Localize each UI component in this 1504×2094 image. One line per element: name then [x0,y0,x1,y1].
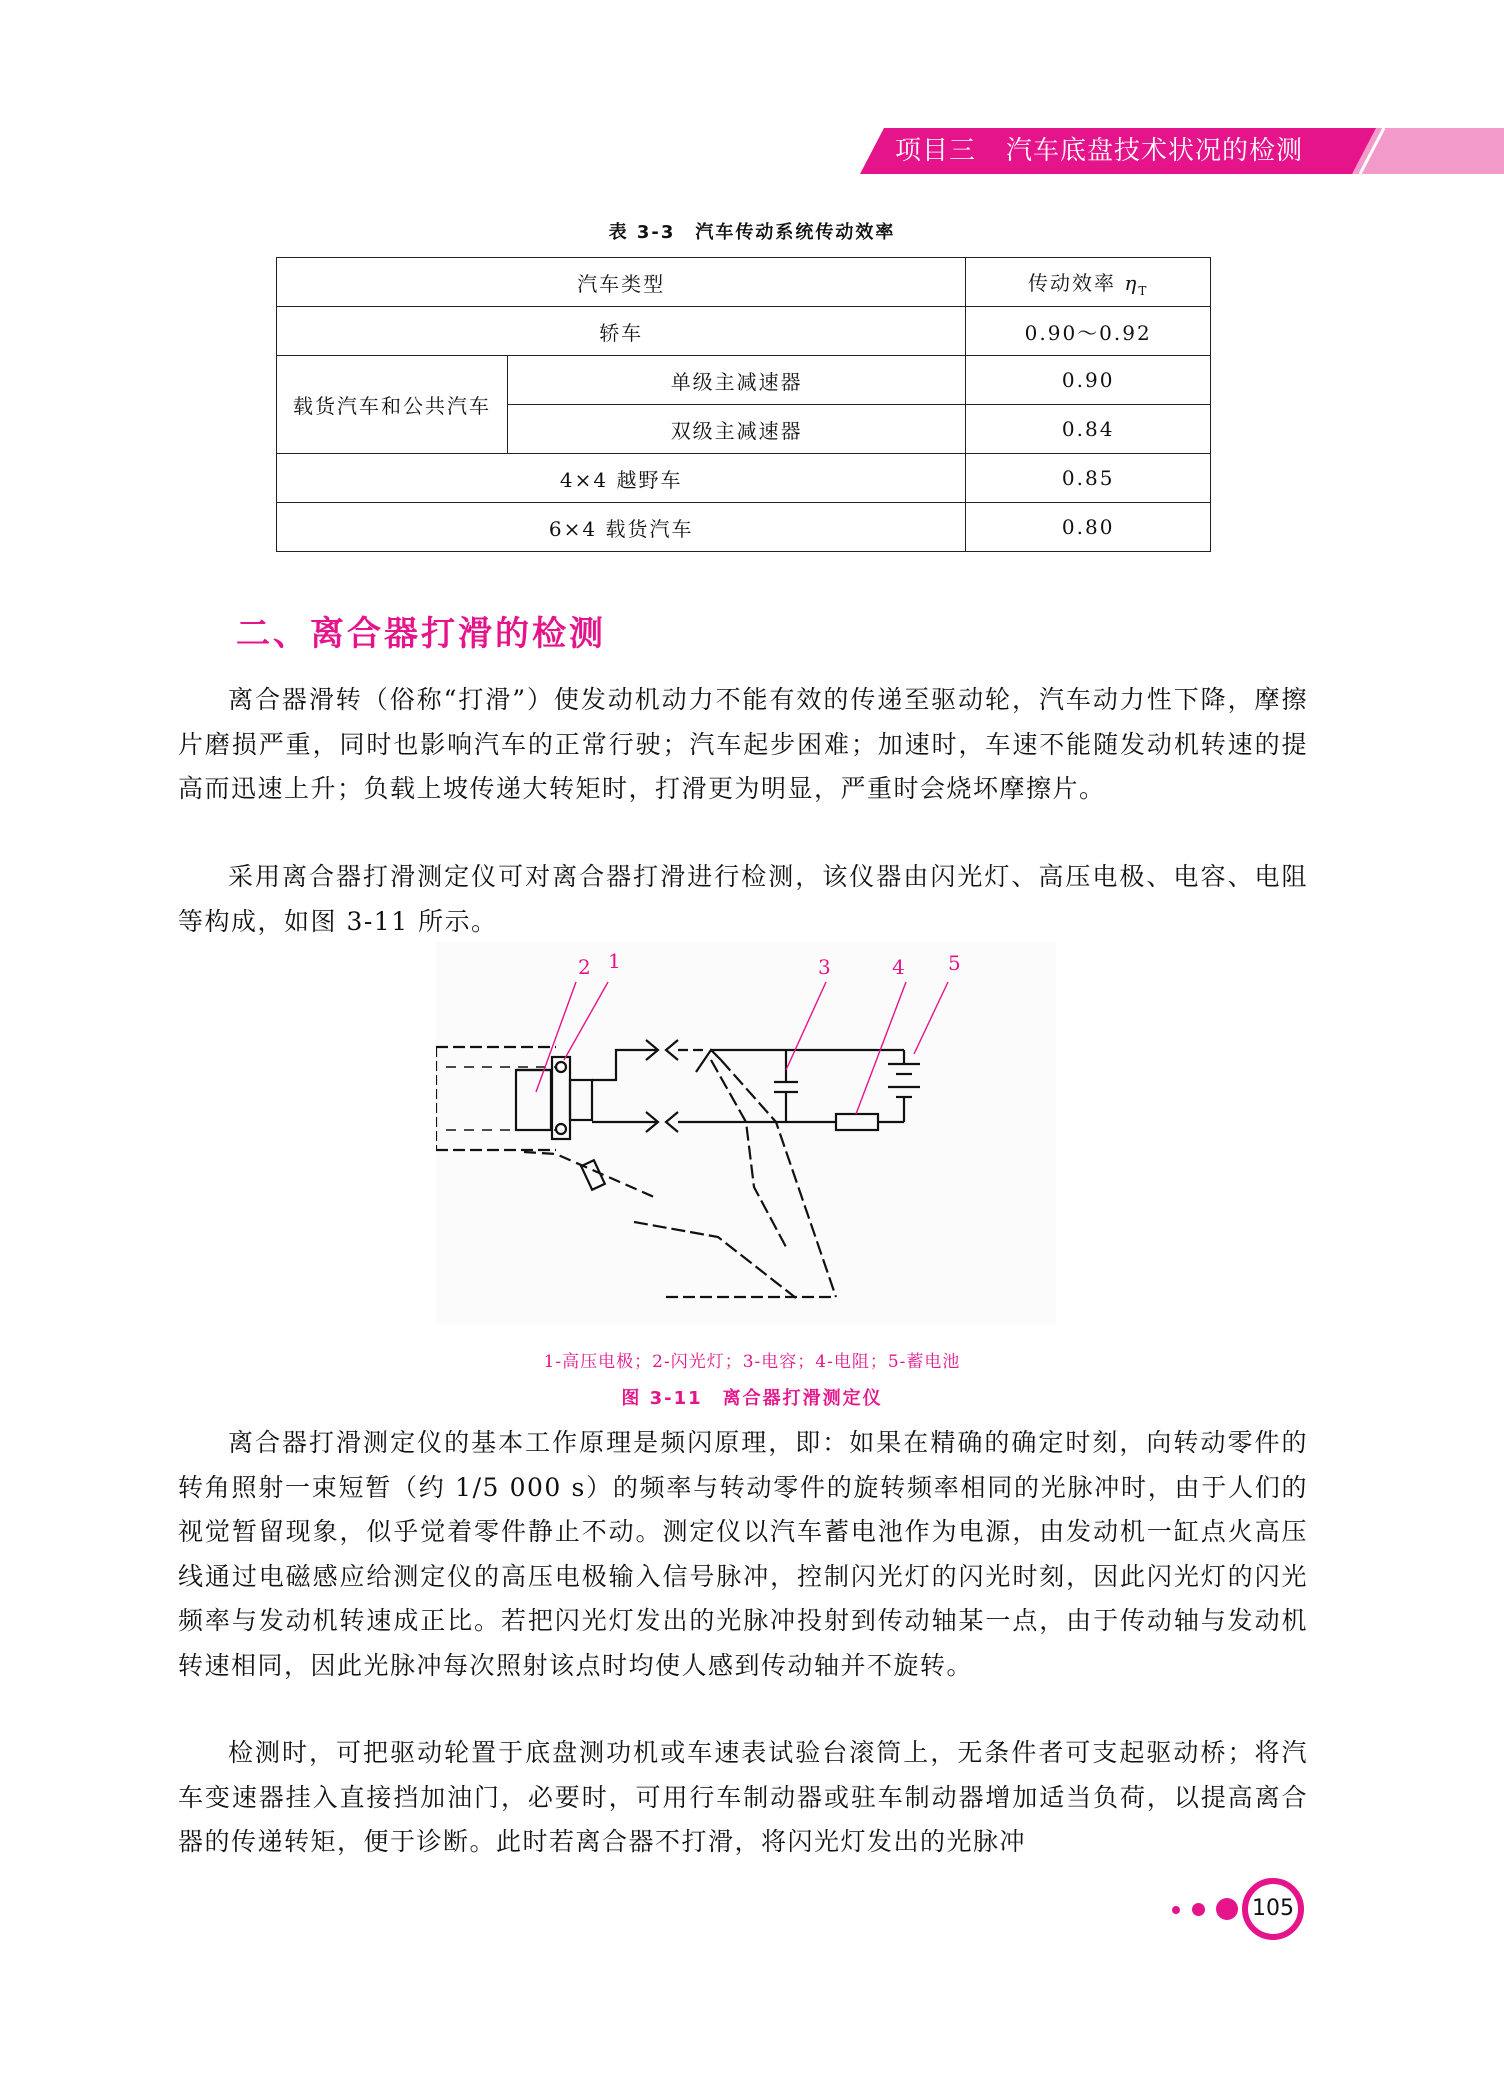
table-row [277,503,1211,552]
table-row [277,454,1211,503]
chapter-section: 项目三 [895,136,977,166]
table-cell: 双级主减速器 [508,405,966,454]
table-cell: 0.80 [966,503,1211,552]
body-paragraph: 离合器打滑测定仪的基本工作原理是频闪原理，即：如果在精确的确定时刻，向转动零件的转角照射一束短暂（约 1/5 000 s）的频率与转动零件的旋转频率相同的光脉冲时，由于人们的视觉暂留现象，似乎觉着零件静止不动。测定仪以汽车蓄电池作为电源，由发动机一缸点火高压线通过电磁感应给测定仪的高压电极输入信号脉冲，控制闪光灯的闪光时刻，因此闪光灯的闪光频率与发动机转速成正比。若把闪光灯发出的光脉冲投射到传动轴某一点，由于传动轴与发动机转速相同，因此光脉冲每次照射该点时均使人感到传动轴并不旋转。 [178,1428,1308,1680]
table-cell: 6×4 载货汽车 [277,503,966,552]
table-cell: 4×4 越野车 [277,454,966,503]
section-heading: 二、离合器打滑的检测 [236,614,606,654]
decor-dot-icon [1216,1898,1238,1920]
table-caption: 表 3-3 汽车传动系统传动效率 [608,222,896,243]
figure-label: 4 [892,955,905,979]
table-cell: 轿车 [277,307,966,356]
table-cell: 0.85 [966,454,1211,503]
figure-caption: 图 3-11 离合器打滑测定仪 [621,1388,883,1409]
body-paragraph: 离合器滑转（俗称“打滑”）使发动机动力不能有效的传递至驱动轮，汽车动力性下降，摩擦片磨损严重，同时也影响汽车的正常行驶；汽车起步困难；加速时，车速不能随发动机转速的提高而迅速上升；负载上坡传递大转矩时，打滑更为明显，严重时会烧坏摩擦片。 [178,685,1308,803]
chapter-header [895,133,1303,169]
decor-dot-icon [1192,1903,1205,1916]
table-row [277,356,1211,405]
efficiency-table [276,257,1211,552]
table-cell: 0.90 [966,356,1211,405]
page-number-badge [1158,1878,1318,1948]
body-paragraph: 检测时，可把驱动轮置于底盘测功机或车速表试验台滚筒上，无条件者可支起驱动桥；将汽车变速器挂入直接挡加油门，必要时，可用行车制动器或驻车制动器增加适当负荷，以提高离合器的传递转矩，便于诊断。此时若离合器不打滑，将闪光灯发出的光脉冲 [178,1738,1308,1856]
figure-label: 1 [608,949,621,973]
page-number: 105 [1252,1896,1294,1921]
table-col-header: 传动效率 $\eta_T$ [966,258,1211,307]
table-cell: 单级主减速器 [508,356,966,405]
decor-dot-icon [1172,1906,1180,1914]
chapter-title: 汽车底盘技术状况的检测 [1006,136,1304,166]
figure-label: 2 [578,955,591,979]
table-col-header: 汽车类型 [277,258,966,307]
clutter-tester-diagram [436,942,1056,1324]
table-cell: 载货汽车和公共汽车 [277,356,508,454]
figure-label: 5 [948,951,961,975]
table-cell: 0.90～0.92 [966,307,1211,356]
figure-3-11 [436,942,1056,1324]
table-header-row [277,258,1211,307]
body-paragraph: 采用离合器打滑测定仪可对离合器打滑进行检测，该仪器由闪光灯、高压电极、电容、电阻等构成，如图 3-11 所示。 [178,862,1308,936]
figure-label: 3 [818,955,831,979]
figure-legend: 1-高压电极；2-闪光灯；3-电容；4-电阻；5-蓄电池 [543,1352,961,1372]
table-cell: 0.84 [966,405,1211,454]
table-row [277,307,1211,356]
